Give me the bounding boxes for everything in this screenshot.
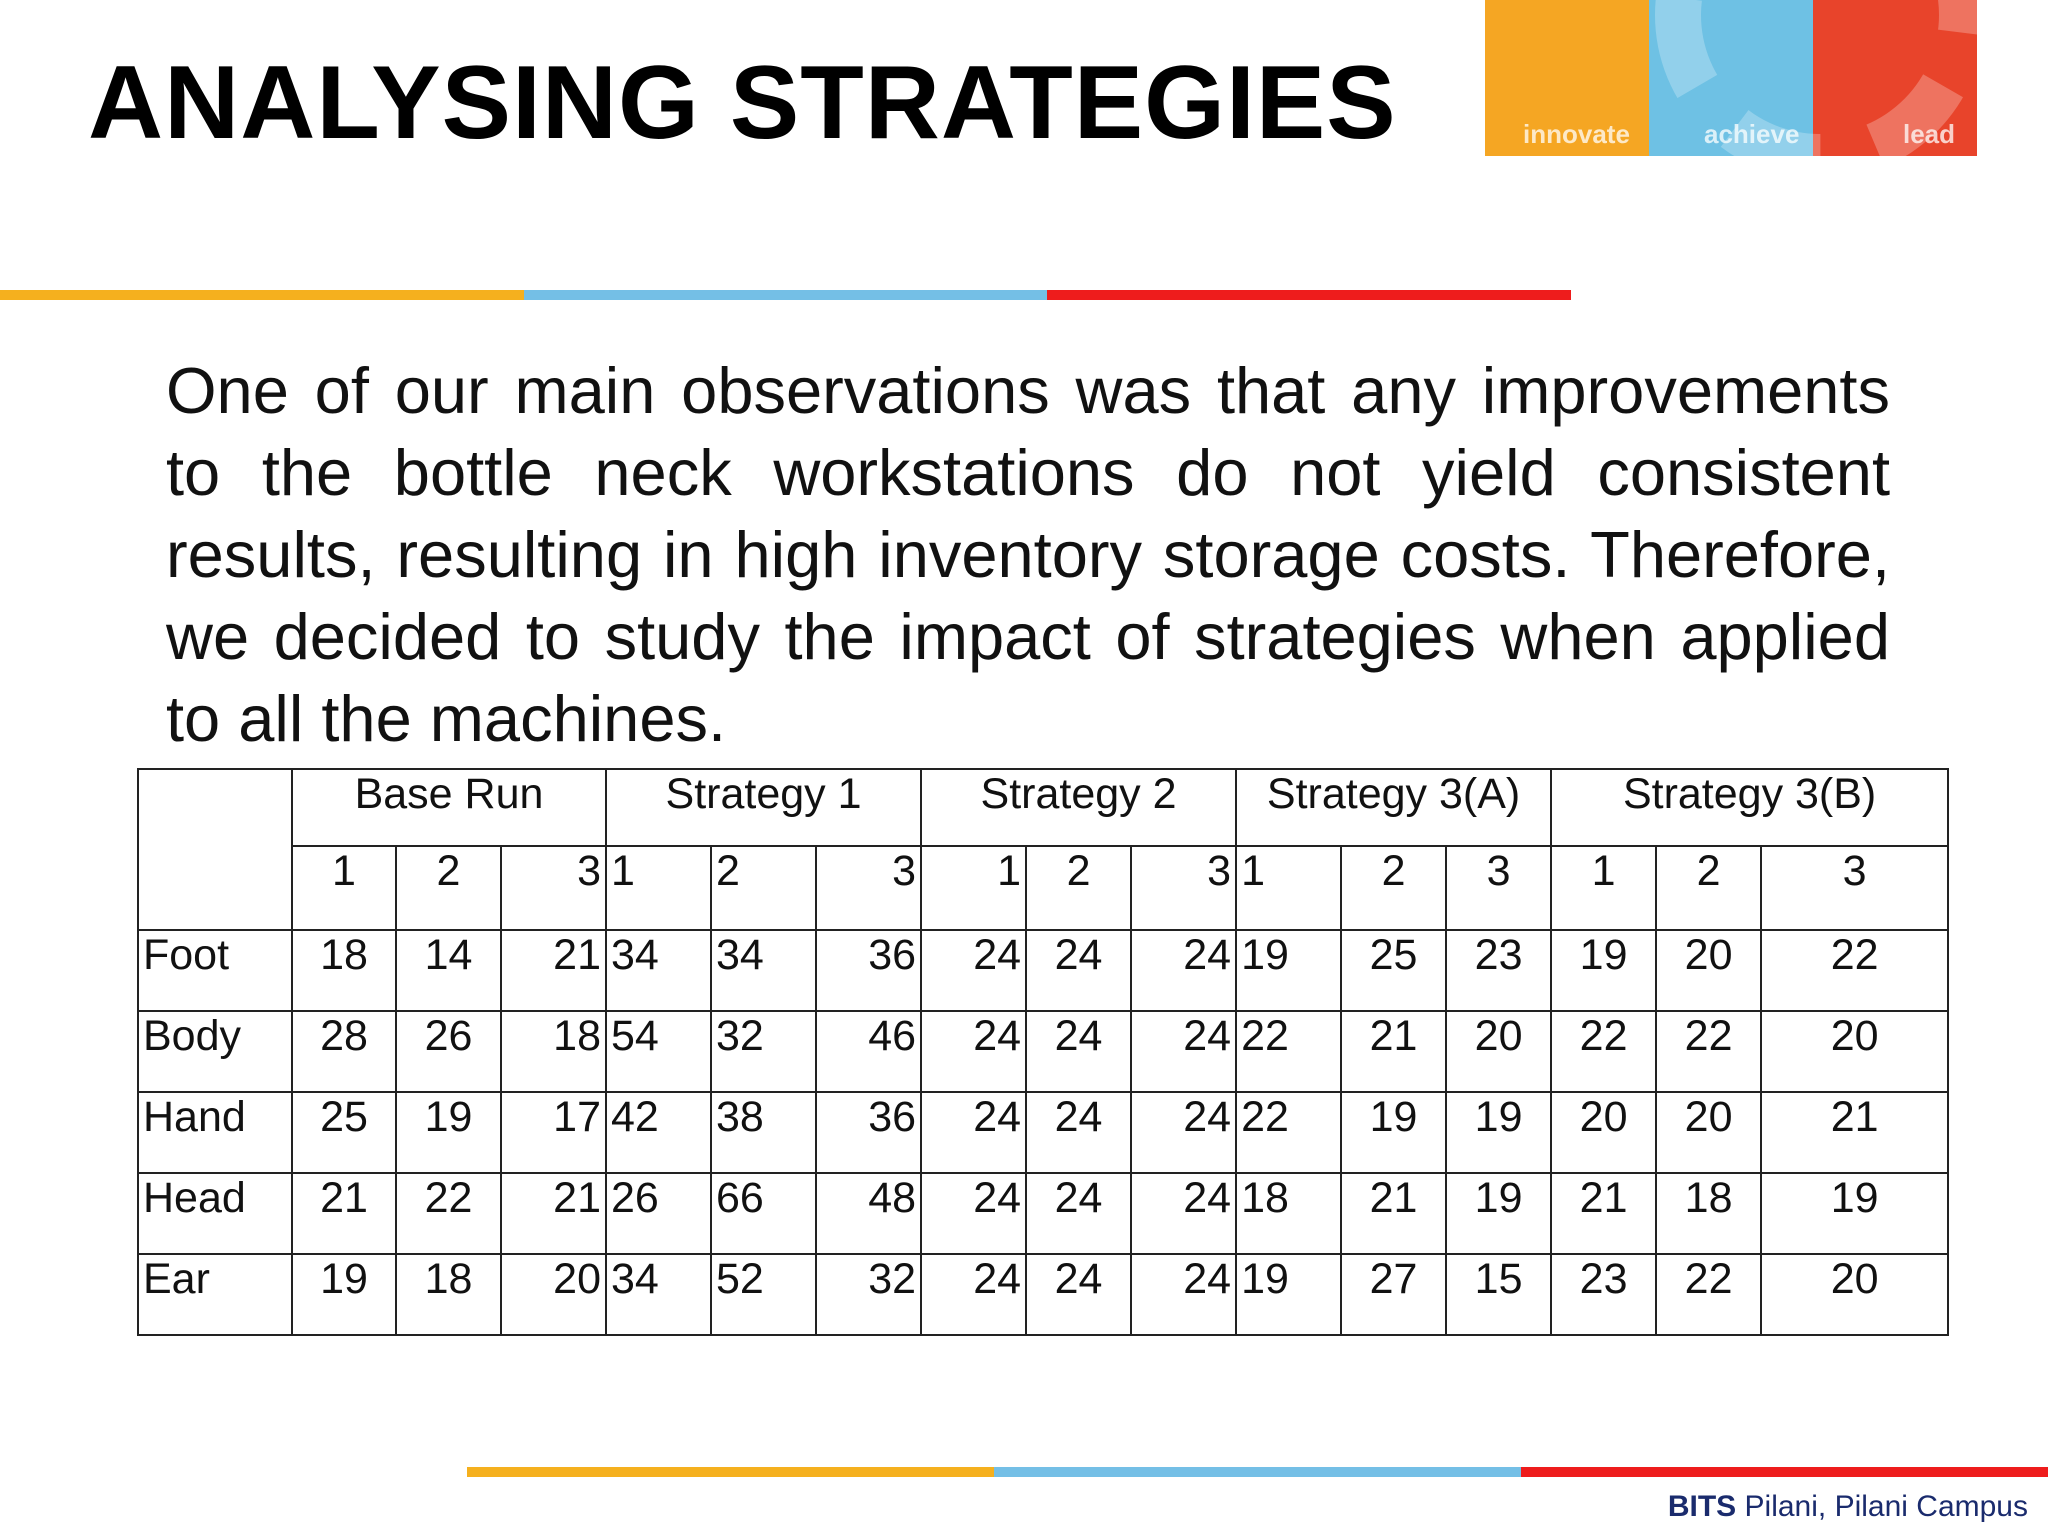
- table-cell: 34: [711, 930, 816, 1011]
- table-cell: 15: [1446, 1254, 1551, 1335]
- table-cell: 38: [711, 1092, 816, 1173]
- table-cell: 24: [1026, 1173, 1131, 1254]
- table-cell: 19: [1446, 1092, 1551, 1173]
- table-row: [138, 1173, 1948, 1254]
- table-cell: 27: [1341, 1254, 1446, 1335]
- table-cell: 25: [1341, 930, 1446, 1011]
- table-cell: 18: [1236, 1173, 1341, 1254]
- table-cell: 21: [501, 1173, 606, 1254]
- table-cell: 24: [1131, 1092, 1236, 1173]
- table-cell: 36: [816, 1092, 921, 1173]
- table-cell: 19: [1236, 1254, 1341, 1335]
- row-label: Head: [138, 1173, 292, 1254]
- sub-header: 2: [1026, 846, 1131, 930]
- table-cell: 22: [1761, 930, 1948, 1011]
- sub-header: 1: [1236, 846, 1341, 930]
- table-row: [138, 930, 1948, 1011]
- sub-header: 2: [396, 846, 501, 930]
- logo-achieve-label: achieve: [1704, 119, 1800, 149]
- table-cell: 18: [292, 930, 396, 1011]
- divider-orange: [467, 1467, 994, 1477]
- table-cell: 20: [1551, 1092, 1656, 1173]
- sub-header: 1: [1551, 846, 1656, 930]
- table-cell: 24: [1131, 1173, 1236, 1254]
- table-cell: 14: [396, 930, 501, 1011]
- table-cell: 18: [501, 1011, 606, 1092]
- sub-header: 3: [501, 846, 606, 930]
- table-cell: 24: [921, 1173, 1026, 1254]
- group-header: Base Run: [292, 769, 606, 846]
- table-cell: 20: [1656, 1092, 1761, 1173]
- group-header: Strategy 2: [921, 769, 1236, 846]
- table-cell: 24: [921, 1011, 1026, 1092]
- table-cell: 23: [1446, 930, 1551, 1011]
- table-cell: 24: [921, 1092, 1026, 1173]
- table-cell: 66: [711, 1173, 816, 1254]
- divider-blue: [524, 290, 1048, 300]
- sub-header: 2: [1341, 846, 1446, 930]
- table-cell: 24: [1131, 1254, 1236, 1335]
- group-header-row: [138, 769, 1948, 846]
- table-cell: 21: [1761, 1092, 1948, 1173]
- divider-red: [1047, 290, 1571, 300]
- group-header: Strategy 3(B): [1551, 769, 1948, 846]
- sub-header: 3: [1131, 846, 1236, 930]
- divider-orange: [0, 290, 524, 300]
- table-cell: 21: [1551, 1173, 1656, 1254]
- strategy-table: [137, 768, 1949, 1336]
- table-cell: 20: [1446, 1011, 1551, 1092]
- slide-title: ANALYSING STRATEGIES: [88, 45, 1397, 161]
- sub-header: 2: [711, 846, 816, 930]
- gear-icon: [1655, 0, 1977, 156]
- table-cell: 19: [1761, 1173, 1948, 1254]
- table-cell: 20: [1761, 1254, 1948, 1335]
- table-cell: 24: [1131, 930, 1236, 1011]
- top-divider: [0, 290, 1571, 300]
- table-cell: 34: [606, 930, 711, 1011]
- logo-lead-label: lead: [1902, 119, 1955, 149]
- bits-logo: [1485, 0, 1977, 156]
- table-cell: 48: [816, 1173, 921, 1254]
- table-cell: 22: [1656, 1254, 1761, 1335]
- table-cell: 19: [396, 1092, 501, 1173]
- row-label: Body: [138, 1011, 292, 1092]
- table-cell: 23: [1551, 1254, 1656, 1335]
- table-cell: 24: [1026, 930, 1131, 1011]
- sub-header: 1: [606, 846, 711, 930]
- bottom-divider: [467, 1467, 2048, 1477]
- footer-campus: [1668, 1490, 2028, 1524]
- table-cell: 24: [1026, 1011, 1131, 1092]
- logo-innovate-label: innovate: [1523, 119, 1630, 149]
- table-cell: 54: [606, 1011, 711, 1092]
- table-cell: 32: [816, 1254, 921, 1335]
- table-cell: 18: [396, 1254, 501, 1335]
- row-label: Foot: [138, 930, 292, 1011]
- sub-header: 2: [1656, 846, 1761, 930]
- sub-header: 1: [921, 846, 1026, 930]
- table-cell: 17: [501, 1092, 606, 1173]
- table-cell: 19: [1341, 1092, 1446, 1173]
- group-header: Strategy 3(A): [1236, 769, 1551, 846]
- row-label: Hand: [138, 1092, 292, 1173]
- table-cell: 25: [292, 1092, 396, 1173]
- table-cell: 19: [1446, 1173, 1551, 1254]
- table-cell: 21: [501, 930, 606, 1011]
- table-cell: 24: [1026, 1092, 1131, 1173]
- table-cell: 22: [396, 1173, 501, 1254]
- table-cell: 46: [816, 1011, 921, 1092]
- table-cell: 24: [921, 930, 1026, 1011]
- table-cell: 18: [1656, 1173, 1761, 1254]
- table-cell: 26: [396, 1011, 501, 1092]
- table-cell: 32: [711, 1011, 816, 1092]
- table-body: [138, 930, 1948, 1335]
- table-cell: 28: [292, 1011, 396, 1092]
- table-row: [138, 1092, 1948, 1173]
- table-cell: 21: [1341, 1173, 1446, 1254]
- table-cell: 36: [816, 930, 921, 1011]
- table-cell: 26: [606, 1173, 711, 1254]
- observation-paragraph: One of our main observations was that any improvements to the bottle neck workstations do not yield consistent results, resulting in high inventory storage costs. Therefore, we decided to study the impact of strategies when applied to all the machines.: [166, 354, 1890, 755]
- table-cell: 21: [292, 1173, 396, 1254]
- table-cell: 21: [1341, 1011, 1446, 1092]
- table-cell: 20: [1761, 1011, 1948, 1092]
- divider-blue: [994, 1467, 1521, 1477]
- table-cell: 22: [1236, 1011, 1341, 1092]
- footer-location: Pilani, Pilani Campus: [1744, 1490, 2028, 1523]
- table-cell: 19: [1551, 930, 1656, 1011]
- sub-header-row: [138, 846, 1948, 930]
- sub-header: 3: [1446, 846, 1551, 930]
- table-cell: 20: [1656, 930, 1761, 1011]
- table-cell: 22: [1551, 1011, 1656, 1092]
- logo-innovate: [1485, 0, 1649, 156]
- table-cell: 24: [1131, 1011, 1236, 1092]
- table-cell: 52: [711, 1254, 816, 1335]
- footer-brand: BITS: [1667, 1490, 1737, 1523]
- corner-cell: [138, 769, 292, 930]
- table-cell: 19: [1236, 930, 1341, 1011]
- divider-red: [1521, 1467, 2048, 1477]
- table-cell: 42: [606, 1092, 711, 1173]
- row-label: Ear: [138, 1254, 292, 1335]
- table-cell: 34: [606, 1254, 711, 1335]
- table-cell: 19: [292, 1254, 396, 1335]
- table-row: [138, 1254, 1948, 1335]
- sub-header: 3: [816, 846, 921, 930]
- table-cell: 24: [1026, 1254, 1131, 1335]
- table-cell: 22: [1236, 1092, 1341, 1173]
- table-row: [138, 1011, 1948, 1092]
- sub-header: 3: [1761, 846, 1948, 930]
- table-cell: 20: [501, 1254, 606, 1335]
- table-cell: 22: [1656, 1011, 1761, 1092]
- sub-header: 1: [292, 846, 396, 930]
- group-header: Strategy 1: [606, 769, 921, 846]
- table-cell: 24: [921, 1254, 1026, 1335]
